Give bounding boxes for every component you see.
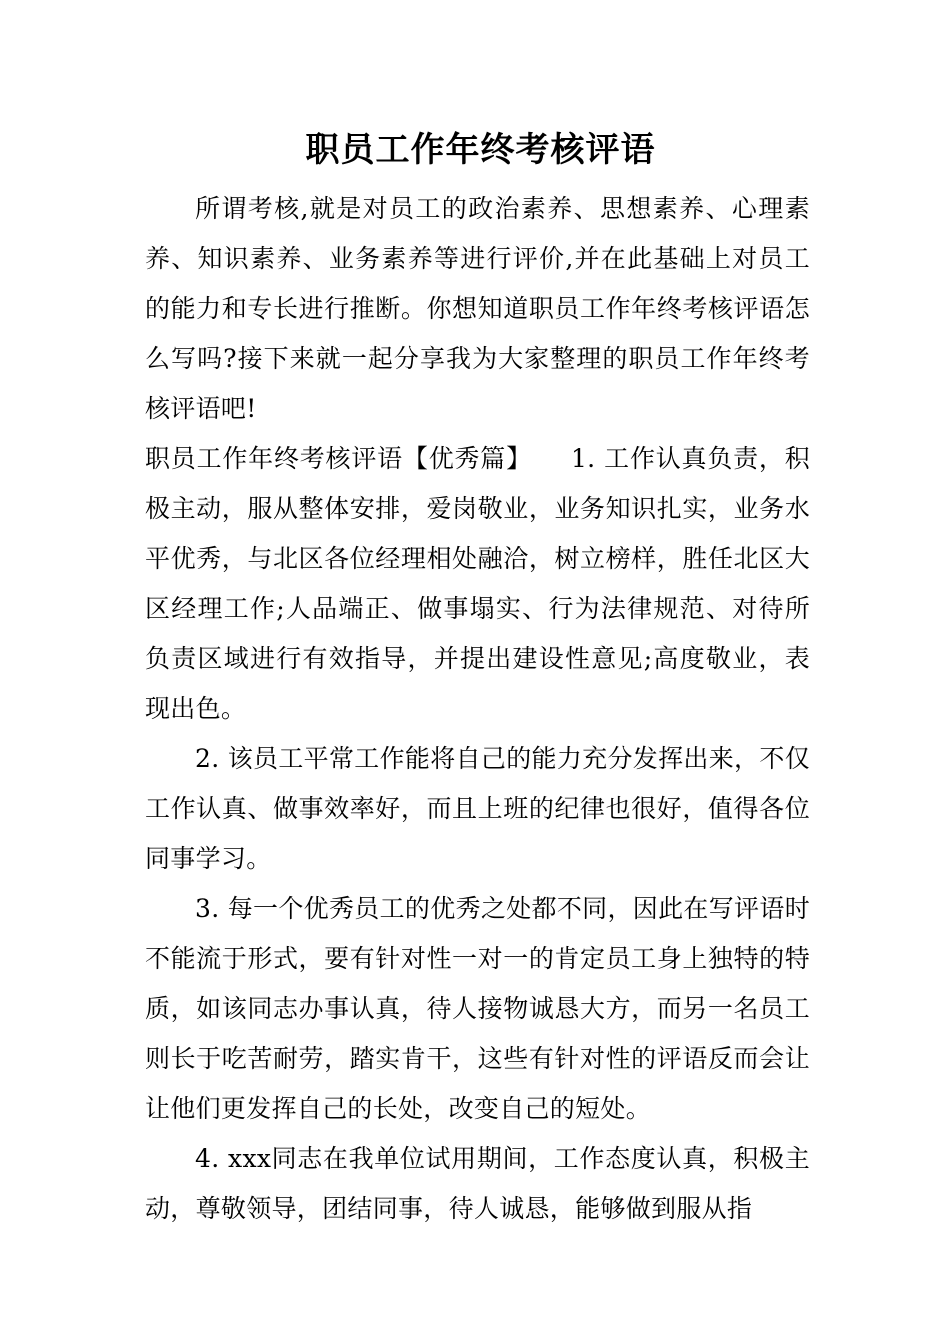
- document-title: 职员工作年终考核评语: [305, 130, 656, 170]
- section-excellent-paragraph: 职员工作年终考核评语【优秀篇】 1. 工作认真负责，积极主动，服从整体安排，爱岗敬业，业务知识扎实，业务水平优秀，与北区各位经理相处融洽，树立榜样，胜任北区大区经理工作;人品端正、做事塌实、行为法律规范、对待所负责区域进行有效指导，并提出建设性意见;高度敬业，表现出色。: [145, 444, 810, 723]
- intro-paragraph: 所谓考核,就是对员工的政治素养、思想素养、心理素养、知识素养、业务素养等进行评价,并在此基础上对员工的能力和专长进行推断。你想知道职员工作年终考核评语怎么写吗?接下来就一起分享我为大家整理的职员工作年终考核评语吧!: [145, 194, 810, 423]
- document-page: [145, 120, 810, 1234]
- comment-2-paragraph: 2. 该员工平常工作能将自己的能力充分发挥出来，不仅工作认真、做事效率好，而且上班的纪律也很好，值得各位同事学习。: [145, 744, 810, 873]
- comment-4-paragraph: 4. xxx同志在我单位试用期间，工作态度认真，积极主动，尊敬领导，团结同事，待人诚恳，能够做到服从指: [145, 1144, 810, 1223]
- comment-3-paragraph: 3. 每一个优秀员工的优秀之处都不同，因此在写评语时不能流于形式，要有针对性一对一的肯定员工身上独特的特质，如该同志办事认真，待人接物诚恳大方，而另一名员工则长于吃苦耐劳，踏实肯干，这些有针对性的评语反而会让让他们更发挥自己的长处，改变自己的短处。: [145, 894, 810, 1123]
